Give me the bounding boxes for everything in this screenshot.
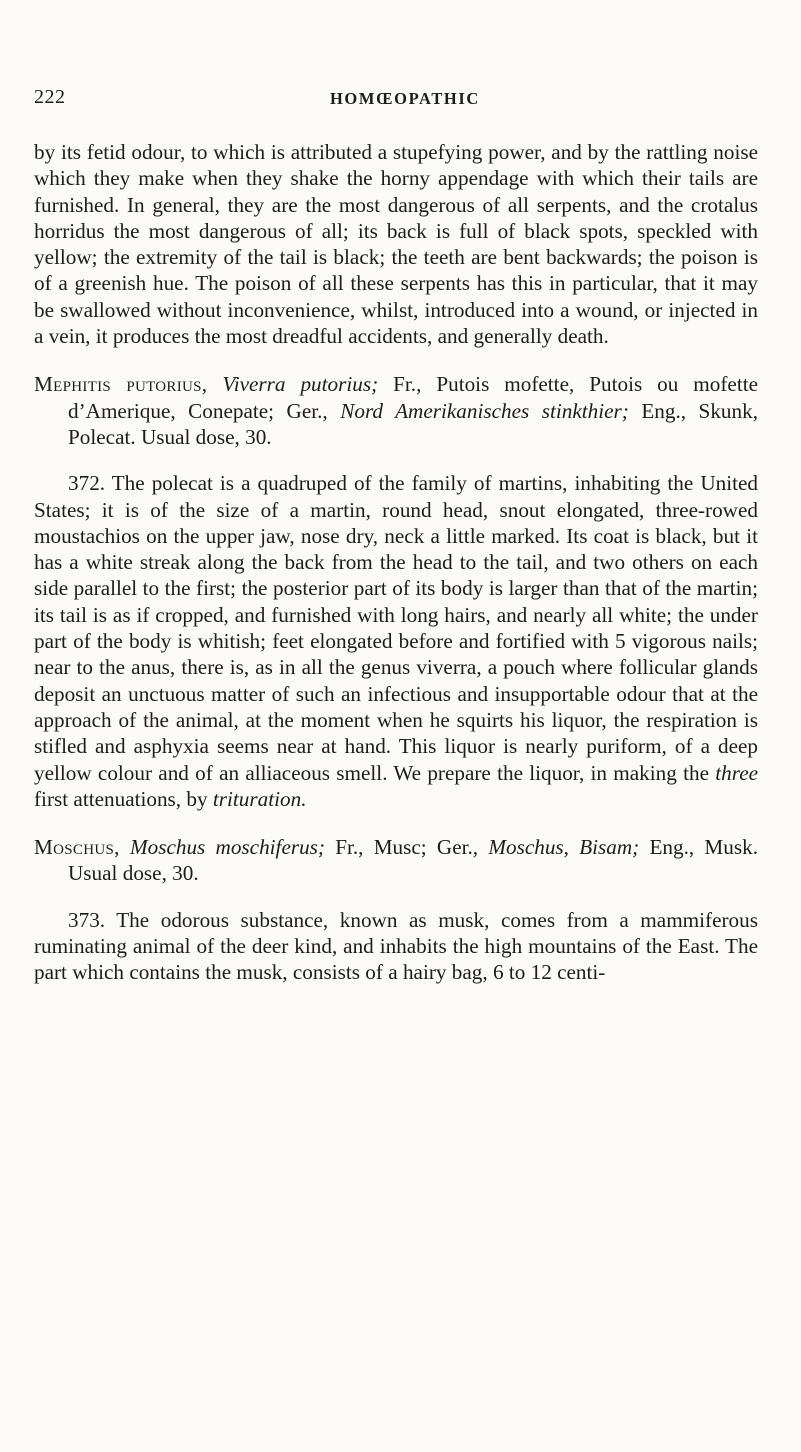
paragraph-372-text: 372. The polecat is a quadruped of the family of martins, inhabiting the United States; it is of the size of a martin, round head, snout elongated, three-rowed moustachios on the upper jaw, nose dry, neck a little marked. Its coat is black, but it has a white streak along the back from the head to the tail, and two others on each side parallel to the first; the posterior part of its body is larger than that of the martin; its tail is as if cropped, and furnished with long hairs, and nearly all white; the under part of the body is whitish; feet elongated before and fortified with 5 vigorous nails; near to the anus, there is, as in all the genus viverra, a pouch where follicular glands deposit an unctuous matter of such an infectious and insupportable odour that at the approach of the animal, at the moment when he squirts his liquor, the respiration is stifled and asphyxia seems near at hand. This liquor is nearly puriform, of a deep yellow colour and of an alliaceous smell. We prepare the liquor, in making the <box>34 471 758 785</box>
paragraph-372-mid: first attenuations, by <box>34 786 213 811</box>
running-head: HOMŒOPATHIC <box>330 89 480 108</box>
paragraph-373: 373. The odorous substance, known as musk, comes from a mammiferous ruminating animal of the deer kind, and inhabits the high mountains of the East. The part which contains the musk, consists of a hairy bag, 6 to 12 centi- <box>34 907 758 985</box>
remedy-name: Moschus, <box>34 835 120 860</box>
body-text <box>34 139 758 986</box>
german-name: Moschus, Bisam; <box>488 835 640 860</box>
latin-name: Viverra putorius; <box>222 372 379 397</box>
paragraph-serpents: by its fetid odour, to which is attributed a stupefying power, and by the rattling noise which they make when they shake the horny appendage with which their tails are furnished. In general, they are the most dangerous of all serpents, and the crotalus horridus the most dangerous of all; its back is full of black spots, speckled with yellow; the extremity of the tail is black; the teeth are bent backwards; the poison is of a greenish hue. The poison of all these serpents has this in particular, that it may be swallowed without inconvenience, whilst, introduced into a wound, or injected in a vein, it produces the most dreadful accidents, and generally death. <box>34 140 758 349</box>
latin-name: Moschus moschiferus; <box>129 835 325 860</box>
paragraph-372 <box>34 470 758 812</box>
page-header <box>34 86 761 116</box>
remedy-name: Mephitis putorius, <box>34 372 208 397</box>
entry-dose: Eng., Skunk, Polecat. Usual dose, 30. <box>68 398 759 449</box>
entry-synonyms: Fr., Musc; Ger., <box>324 835 489 860</box>
entry-moschus <box>34 834 758 887</box>
page-number: 222 <box>34 86 66 108</box>
entry-mephitis <box>34 371 758 450</box>
emphasis-three: three <box>715 760 758 785</box>
german-name: Nord Amerikanisches stinkthier; <box>340 398 629 423</box>
emphasis-trituration: trituration. <box>212 786 307 811</box>
entry-synonyms: Fr., Putois mofette, Putois ou mofette d’Amerique, Conepate; Ger., <box>68 372 759 423</box>
entry-dose: Eng., Musk. Usual dose, 30. <box>68 835 758 886</box>
